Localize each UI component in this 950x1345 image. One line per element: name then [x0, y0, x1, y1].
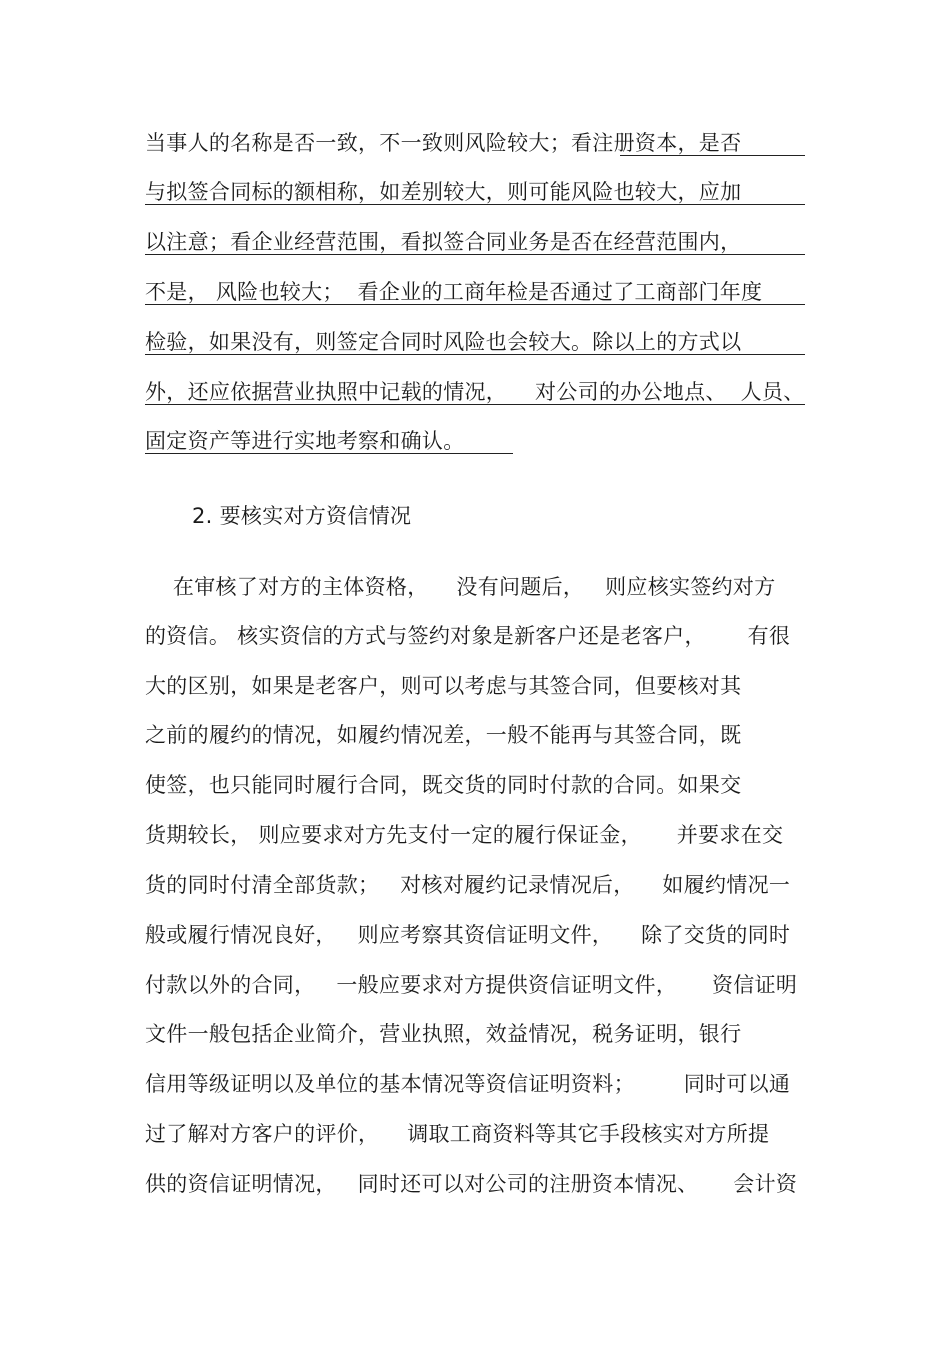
para1-line-7: 固定资产等进行实地考察和确认。	[145, 429, 465, 453]
para2-line-13: 供的资信证明情况， 同时还可以对公司的注册资本情况、 会计资	[145, 1172, 798, 1196]
para2-line-3: 大的区别，如果是老客户，则可以考虑与其签合同，但要核对其	[145, 674, 742, 698]
para1-line-5: 检验，如果没有，则签定合同时风险也会较大。除以上的方式以	[145, 330, 742, 354]
para1-line-3: 以注意；看企业经营范围，看拟签合同业务是否在经营范围内，	[145, 230, 742, 254]
para2-line-6: 货期较长， 则应要求对方先支付一定的履行保证金， 并要求在交	[145, 823, 784, 847]
underline	[145, 453, 513, 454]
underline	[145, 404, 805, 405]
underline	[145, 354, 805, 355]
para2-line-12: 过了解对方客户的评价， 调取工商资料等其它手段核实对方所提	[145, 1122, 770, 1146]
para1-line-4: 不是， 风险也较大； 看企业的工商年检是否通过了工商部门年度	[145, 280, 763, 304]
para2-line-7: 货的同时付清全部货款； 对核对履约记录情况后， 如履约情况一	[145, 873, 791, 897]
para2-line-4: 之前的履约的情况，如履约情况差，一般不能再与其签合同，既	[145, 723, 742, 747]
para2-line-1: 在审核了对方的主体资格， 没有问题后， 则应核实签约对方	[145, 575, 776, 599]
underline	[145, 254, 805, 255]
para2-line-8: 般或履行情况良好， 则应考察其资信证明文件， 除了交货的同时	[145, 923, 791, 947]
para1-line-6: 外，还应依据营业执照中记载的情况， 对公司的办公地点、 人员、	[145, 380, 805, 404]
para1-line-2: 与拟签合同标的额相称，如差别较大，则可能风险也较大，应加	[145, 180, 742, 204]
para1-line-1: 当事人的名称是否一致，不一致则风险较大；看注册资本，是否	[145, 131, 742, 155]
para2-line-11: 信用等级证明以及单位的基本情况等资信证明资料； 同时可以通	[145, 1072, 791, 1096]
para2-line-2: 的资信。 核实资信的方式与签约对象是新客户还是老客户， 有很	[145, 624, 791, 648]
para2-line-9: 付款以外的合同， 一般应要求对方提供资信证明文件， 资信证明	[145, 973, 798, 997]
para2-line-10: 文件一般包括企业简介，营业执照，效益情况，税务证明，银行	[145, 1022, 742, 1046]
underline	[145, 204, 805, 205]
underline	[620, 155, 805, 156]
underline	[145, 304, 805, 305]
section-heading: 2. 要核实对方资信情况	[192, 504, 412, 528]
para2-line-5: 使签，也只能同时履行合同，既交货的同时付款的合同。如果交	[145, 773, 742, 797]
